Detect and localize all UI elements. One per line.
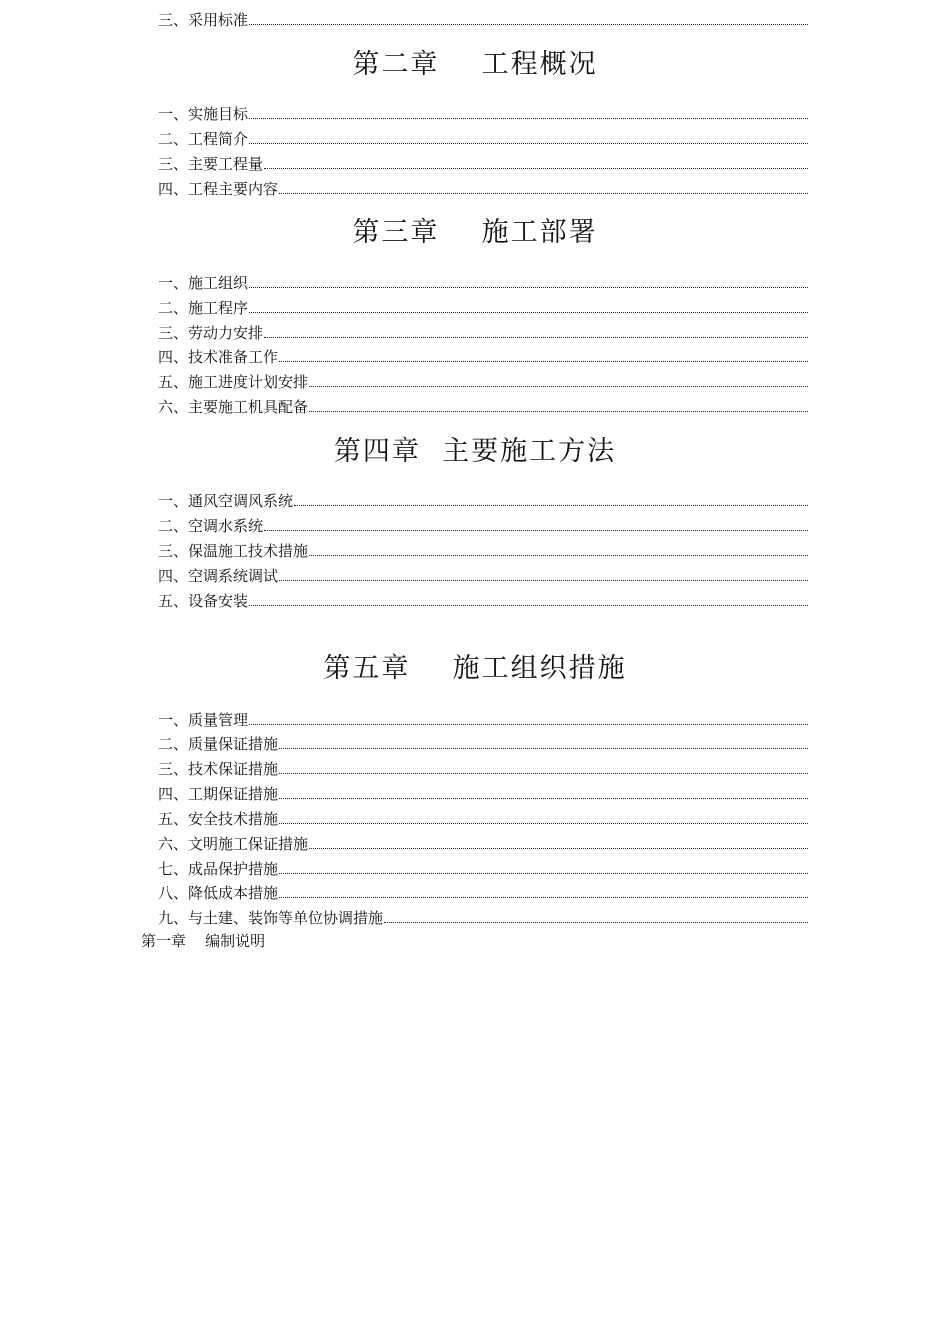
toc-entry[interactable] <box>158 806 808 828</box>
dot-leader <box>279 579 808 581</box>
dot-leader <box>309 847 808 849</box>
dot-leader <box>279 360 808 362</box>
dot-leader <box>249 23 808 25</box>
toc-entry[interactable] <box>158 707 808 729</box>
toc-entry[interactable] <box>158 270 808 292</box>
toc-entry[interactable] <box>158 394 808 416</box>
dot-leader <box>279 747 808 749</box>
dot-leader <box>279 797 808 799</box>
toc-entry-label: 六、主要施工机具配备 <box>158 398 309 416</box>
toc-entry-label: 一、质量管理 <box>158 711 249 729</box>
toc-entry-label: 五、安全技术措施 <box>158 810 279 828</box>
toc-entry-label: 一、施工组织 <box>158 274 249 292</box>
toc-entry-label: 二、空调水系统 <box>158 517 264 535</box>
dot-leader <box>264 167 808 169</box>
toc-entry-label: 二、工程简介 <box>158 130 249 148</box>
section-heading: 第一章 编制说明 <box>141 932 266 950</box>
dot-leader <box>294 504 808 506</box>
toc-entry[interactable] <box>158 513 808 535</box>
toc-entry[interactable] <box>158 831 808 853</box>
toc-entry[interactable] <box>158 905 808 927</box>
toc-entry[interactable] <box>158 880 808 902</box>
toc-entry-label: 二、质量保证措施 <box>158 735 279 753</box>
dot-leader <box>264 529 808 531</box>
toc-entry-label: 八、降低成本措施 <box>158 884 279 902</box>
toc-entry[interactable] <box>158 588 808 610</box>
toc-entry[interactable] <box>158 563 808 585</box>
toc-entry-label: 四、工期保证措施 <box>158 785 279 803</box>
dot-leader <box>249 723 808 725</box>
dot-leader <box>249 311 808 313</box>
toc-entry[interactable] <box>158 781 808 803</box>
dot-leader <box>309 385 808 387</box>
toc-entry-label: 四、空调系统调试 <box>158 567 279 585</box>
toc-entry[interactable] <box>158 488 808 510</box>
toc-entry-label: 六、文明施工保证措施 <box>158 835 309 853</box>
toc-entry-label: 五、设备安装 <box>158 592 249 610</box>
toc-entry-label: 三、主要工程量 <box>158 155 264 173</box>
dot-leader <box>384 921 808 923</box>
chapter-title: 第二章 工程概况 <box>352 49 598 80</box>
toc-entry[interactable] <box>158 101 808 123</box>
toc-entry-label: 三、劳动力安排 <box>158 324 264 342</box>
dot-leader <box>279 822 808 824</box>
dot-leader <box>279 772 808 774</box>
toc-entry[interactable] <box>158 344 808 366</box>
toc-entry-label: 九、与土建、装饰等单位协调措施 <box>158 909 384 927</box>
chapter-title: 第三章 施工部署 <box>352 217 598 248</box>
toc-entry-label: 三、技术保证措施 <box>158 760 279 778</box>
toc-entry[interactable] <box>158 320 808 342</box>
dot-leader <box>279 872 808 874</box>
chapter-title: 第四章 主要施工方法 <box>333 436 617 467</box>
dot-leader <box>249 604 808 606</box>
dot-leader <box>249 142 808 144</box>
toc-entry[interactable] <box>158 151 808 173</box>
toc-entry[interactable] <box>158 731 808 753</box>
dot-leader <box>249 117 808 119</box>
dot-leader <box>249 286 808 288</box>
dot-leader <box>309 410 808 412</box>
toc-entry-label: 四、技术准备工作 <box>158 348 279 366</box>
toc-entry[interactable] <box>158 369 808 391</box>
toc-entry[interactable] <box>158 756 808 778</box>
toc-entry-label: 四、工程主要内容 <box>158 180 279 198</box>
dot-leader <box>279 192 808 194</box>
chapter-title: 第五章 施工组织措施 <box>323 653 627 684</box>
toc-entry-label: 一、通风空调风系统 <box>158 492 294 510</box>
dot-leader <box>264 336 808 338</box>
toc-entry[interactable] <box>158 538 808 560</box>
toc-entry[interactable] <box>158 295 808 317</box>
toc-entry-label: 五、施工进度计划安排 <box>158 373 309 391</box>
toc-entry[interactable] <box>158 176 808 198</box>
dot-leader <box>279 896 808 898</box>
toc-entry[interactable] <box>158 126 808 148</box>
toc-entry-label: 二、施工程序 <box>158 299 249 317</box>
toc-entry-label: 三、采用标准 <box>158 11 249 29</box>
toc-entry[interactable] <box>158 7 808 29</box>
toc-entry-label: 三、保温施工技术措施 <box>158 542 309 560</box>
toc-entry[interactable] <box>158 856 808 878</box>
toc-entry-label: 一、实施目标 <box>158 105 249 123</box>
dot-leader <box>309 554 808 556</box>
toc-entry-label: 七、成品保护措施 <box>158 860 279 878</box>
